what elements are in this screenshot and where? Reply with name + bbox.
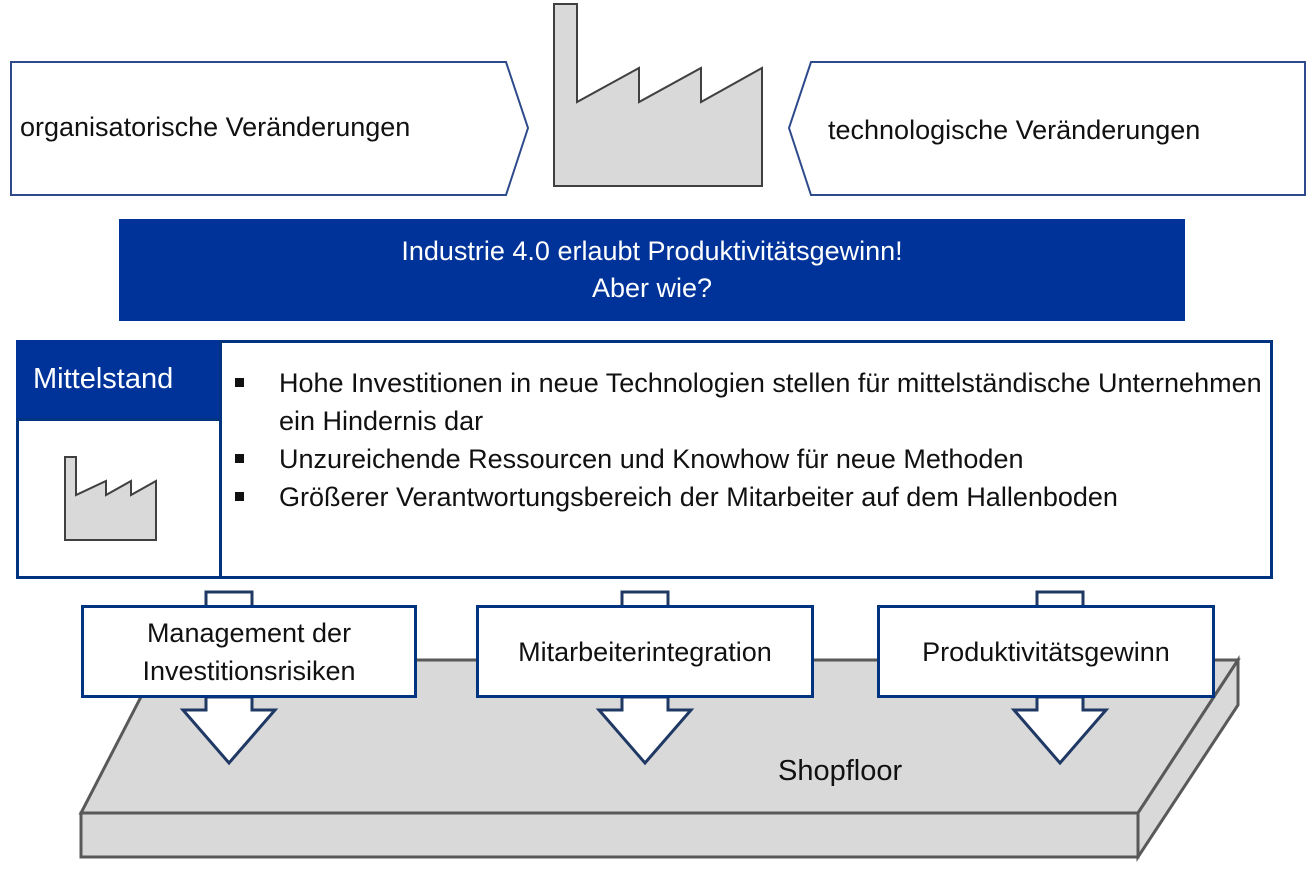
bullet-text: Hohe Investitionen in neue Technologien stellen für mittelständische Unternehmen ein Hindernis dar [279, 368, 1262, 436]
org-changes-label: organisatorische Veränderungen [20, 112, 411, 142]
action-box-investment-risk [81, 605, 417, 698]
tech-changes-label: technologische Veränderungen [828, 115, 1201, 145]
factory-icon [554, 4, 762, 186]
mittelstand-divider-vertical [219, 340, 222, 579]
bullet-icon [235, 378, 244, 387]
bullet-icon [235, 492, 244, 501]
headline-banner [119, 219, 1185, 321]
mittelstand-bullet-list [235, 364, 1265, 516]
action-box-productivity-gain [877, 605, 1215, 698]
action-box-employee-integration [476, 605, 814, 698]
list-item [235, 364, 1265, 440]
mittelstand-divider-horizontal [16, 418, 222, 421]
list-item [235, 440, 1265, 478]
shopfloor-label: Shopfloor [778, 755, 903, 787]
bullet-text: Größerer Verantwortungsbereich der Mitarbeiter auf dem Hallenboden [279, 482, 1118, 512]
headline-line2: Aber wie? [591, 273, 713, 303]
factory-small-icon [62, 455, 160, 545]
headline-line1: Industrie 4.0 erlaubt Produktivitätsgewinn! [401, 236, 903, 266]
bullet-icon [235, 454, 244, 463]
action-label-line2: Investitionsrisiken [142, 655, 356, 686]
action-label-line1: Mitarbeiterintegration [518, 636, 772, 667]
action-label-line1: Management der [146, 617, 352, 648]
mittelstand-label: Mittelstand [16, 340, 222, 420]
action-label-line1: Produktivitätsgewinn [922, 636, 1170, 667]
bullet-text: Unzureichende Ressourcen und Knowhow für neue Methoden [279, 444, 1024, 474]
list-item [235, 478, 1265, 516]
